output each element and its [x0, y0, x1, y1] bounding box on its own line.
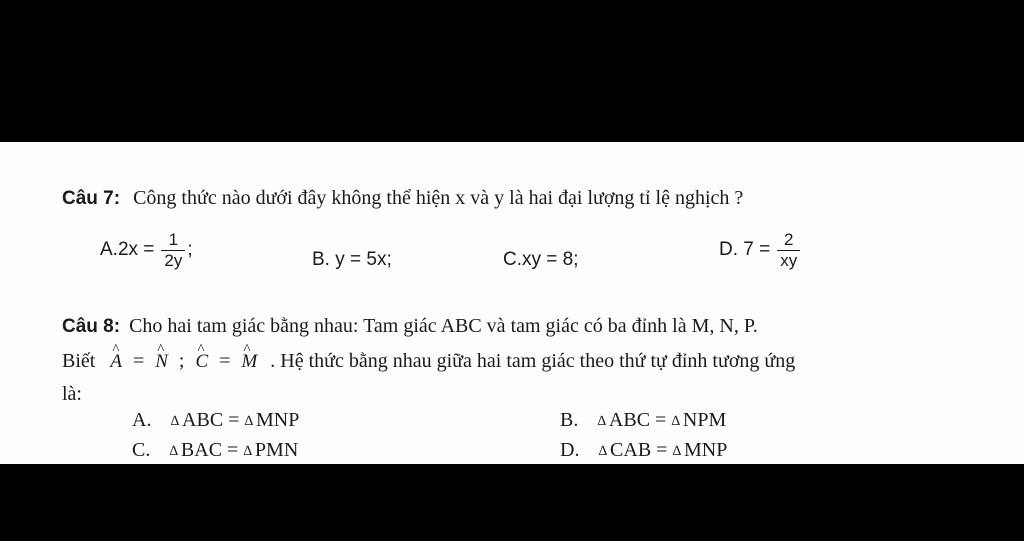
- q8-text: Cho hai tam giác bằng nhau: Tam giác ABC và tam giác có ba đỉnh là M, N, P.: [129, 315, 758, 337]
- q7-option-d: [719, 230, 802, 271]
- triangle-icon: ∆: [672, 444, 682, 459]
- q7-option-d-numerator: 2: [777, 230, 800, 251]
- q7-option-a-numerator: 1: [161, 230, 185, 251]
- q8-line-3: là:: [62, 383, 82, 405]
- q8-option-c: [132, 438, 298, 464]
- angle-m-hat: ^ M: [241, 350, 257, 374]
- q7-option-c: C.xy = 8;: [503, 249, 579, 270]
- q8-option-c-right: PMN: [254, 439, 299, 461]
- q7-option-d-fraction: [777, 230, 800, 271]
- q8-line-1: [62, 314, 758, 339]
- q7-option-a-suffix: ;: [187, 239, 193, 261]
- q8-option-d-right: MNP: [684, 439, 728, 461]
- q8-option-a-right: MNP: [256, 409, 300, 431]
- q8-option-c-label: C.: [132, 439, 151, 461]
- triangle-icon: ∆: [170, 414, 180, 429]
- angle-c-hat: ^ C: [195, 350, 208, 374]
- q7-label: Câu 7:: [62, 188, 121, 209]
- triangle-icon: ∆: [244, 414, 254, 429]
- q8-line2-prefix: Biết: [62, 350, 96, 372]
- q7-option-a-prefix: A.2x =: [100, 239, 155, 261]
- q7-option-a: [100, 230, 193, 271]
- q8-line2-suffix: . Hệ thức bằng nhau giữa hai tam giác theo thứ tự đỉnh tương ứng: [270, 350, 796, 372]
- q8-eq2: =: [219, 350, 231, 372]
- q7-option-d-denominator: xy: [780, 251, 798, 270]
- q8-option-d: [560, 438, 727, 464]
- question-sheet: [0, 142, 1024, 464]
- q8-option-a: [132, 408, 299, 434]
- q8-option-a-left: ABC =: [182, 409, 245, 431]
- q8-option-b-right: NPM: [682, 409, 727, 431]
- triangle-icon: ∆: [597, 414, 606, 429]
- q8-option-a-label: A.: [132, 409, 152, 431]
- q7-option-b: B. y = 5x;: [312, 249, 392, 270]
- q8-option-b-left: ABC =: [608, 409, 672, 431]
- triangle-icon: ∆: [169, 444, 178, 459]
- q7-line: [62, 186, 743, 211]
- angle-n-hat: ^ N: [155, 350, 168, 374]
- triangle-icon: ∆: [598, 444, 608, 459]
- q8-separator: ;: [178, 350, 185, 372]
- q8-option-c-left: BAC =: [180, 439, 244, 461]
- q8-option-b-label: B.: [560, 409, 579, 431]
- q7-option-a-denominator: 2y: [164, 251, 183, 270]
- q7-option-a-fraction: [161, 230, 185, 271]
- q8-label: Câu 8:: [62, 316, 121, 337]
- q8-option-d-label: D.: [560, 439, 580, 461]
- q7-text: Công thức nào dưới đây không thể hiện x và y là hai đại lượng tỉ lệ nghịch ?: [133, 187, 744, 209]
- q8-option-b: [560, 408, 726, 434]
- angle-a-hat: ^ A: [110, 350, 122, 374]
- triangle-icon: ∆: [243, 444, 252, 459]
- q8-eq1: =: [132, 350, 145, 372]
- triangle-icon: ∆: [671, 414, 680, 429]
- q8-option-d-left: CAB =: [610, 439, 673, 461]
- q8-line-2: [62, 349, 795, 374]
- q7-option-d-prefix: D. 7 =: [719, 239, 771, 261]
